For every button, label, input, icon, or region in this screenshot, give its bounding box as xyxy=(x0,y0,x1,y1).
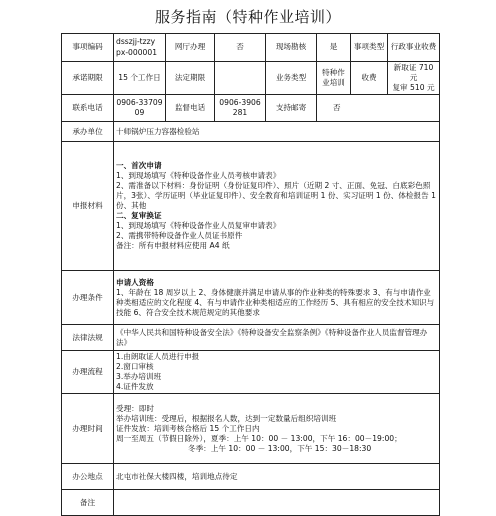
support-mail-label: 支持邮寄 xyxy=(266,95,317,122)
materials-line: 2、需携带特种设备作业人员证书原件 xyxy=(116,231,243,241)
laws-content: 《中华人民共和国特种设备安全法》《特种设备安全监察条例》《特种设备作业人员监督管理办法》 xyxy=(114,325,440,351)
conditions-text: 1、年龄在 18 周岁以上 2、身体健康并满足申请从事的作业种类的特殊要求 3、有与申请作业种类相适应的文化程度 4、有与申请作业种类相适应的工作经历 5、具有相应的安全技术知识与技能 6、符合安全技术规范规定的其他要求 xyxy=(116,287,435,317)
supervise-phone-label: 监督电话 xyxy=(166,95,215,122)
materials-label: 申报材料 xyxy=(62,142,114,271)
process-step: 1.由朗取证人员进行申报 xyxy=(116,352,200,362)
table-row-hours xyxy=(62,394,440,464)
supervise-phone-value: 0906-3906281 xyxy=(215,95,266,122)
office-label: 办公地点 xyxy=(62,464,114,490)
fee-label: 收费 xyxy=(351,62,388,95)
materials-line: 1、到现场填写《特种设备作业人员考核申请表》 xyxy=(116,170,281,180)
contact-phone-label: 联系电话 xyxy=(62,95,114,122)
process-label: 办理流程 xyxy=(62,351,114,394)
hours-label: 办理时间 xyxy=(62,394,114,464)
process-step: 4.证件发放 xyxy=(116,382,154,392)
commit-period-value: 15 个工作日 xyxy=(114,62,166,95)
hours-line: 周一至周五（节假日除外），夏季：上午 10：00 － 13:00，下午 16：00－19:00； xyxy=(116,433,402,443)
materials-line: 2、需准备以下材料：身份证明（身份证复印件）、照片（近期 2 寸、正面、免冠、白底彩色照片，3张）、学历证明（毕业证复印件）、安全教育和培训证明 1 份、实习证明 1 份、体检报告 1 份、其他 xyxy=(116,181,436,211)
conditions-heading: 申请人资格 xyxy=(116,277,154,287)
table-row-contact xyxy=(62,95,440,122)
item-type-label: 事项类型 xyxy=(351,34,388,62)
site-check-value: 是 xyxy=(317,34,351,62)
table-row-deadline xyxy=(62,62,440,95)
table-row-code xyxy=(62,34,440,62)
hours-line: 举办培训班：受理后，根据报名人数，达到一定数量后组织培训班 xyxy=(116,413,337,423)
item-type-value: 行政事业收费 xyxy=(388,34,440,62)
hours-line: 受理：即时 xyxy=(116,403,154,413)
legal-period-value xyxy=(215,62,266,95)
remarks-value xyxy=(114,490,440,516)
laws-label: 法律法规 xyxy=(62,325,114,351)
process-step: 3.举办培训班 xyxy=(116,372,162,382)
conditions-content xyxy=(114,271,440,325)
table-row-office xyxy=(62,464,440,490)
office-value: 北屯市社保大楼四楼，培训地点待定 xyxy=(114,464,440,490)
online-hall-label: 网厅办理 xyxy=(166,34,215,62)
table-row-unit xyxy=(62,122,440,142)
table-row-remarks xyxy=(62,490,440,516)
materials-line: 一、首次申请 xyxy=(116,160,162,170)
materials-line: 二、复审换证 xyxy=(116,211,162,221)
materials-line: 1、到现场填写《特种设备作业人员复审申请表》 xyxy=(116,221,281,231)
conditions-label: 办理条件 xyxy=(62,271,114,325)
host-unit-value: 十师锅炉压力容器检验站 xyxy=(114,122,440,142)
host-unit-label: 承办单位 xyxy=(62,122,114,142)
materials-line: 备注：所有申报材料应使用 A4 纸 xyxy=(116,241,230,251)
commit-period-label: 承诺期限 xyxy=(62,62,114,95)
table-row-conditions xyxy=(62,271,440,325)
materials-content xyxy=(114,142,440,271)
hours-line: 冬季：上午 10：00 － 13:00，下午 15：30－18:30 xyxy=(188,443,372,453)
remarks-label: 备注 xyxy=(62,490,114,516)
process-step: 2.窗口审核 xyxy=(116,362,154,372)
contact-phone-value: 0906-3370909 xyxy=(114,95,166,122)
table-row-process xyxy=(62,351,440,394)
biz-type-label: 业务类型 xyxy=(266,62,317,95)
biz-type-value: 特种作业培训 xyxy=(317,62,351,95)
table-row-materials xyxy=(62,142,440,271)
item-code-label: 事项编码 xyxy=(62,34,114,62)
page-title: 服务指南（特种作业培训） xyxy=(154,8,341,26)
legal-period-label: 法定期限 xyxy=(166,62,215,95)
hours-content xyxy=(114,394,440,464)
fee-value: 新取证 710 元 复审 510 元 xyxy=(388,62,440,95)
item-code-value: dsszjj-tzzy px-000001 xyxy=(114,34,166,62)
site-check-label: 现场勘核 xyxy=(266,34,317,62)
service-guide-table xyxy=(61,33,440,516)
hours-line: 证件发放：培训考核合格后 15 个工作日内 xyxy=(116,423,260,433)
process-content xyxy=(114,351,440,394)
table-row-laws xyxy=(62,325,440,351)
online-hall-value: 否 xyxy=(215,34,266,62)
support-mail-value: 否 xyxy=(317,95,440,122)
